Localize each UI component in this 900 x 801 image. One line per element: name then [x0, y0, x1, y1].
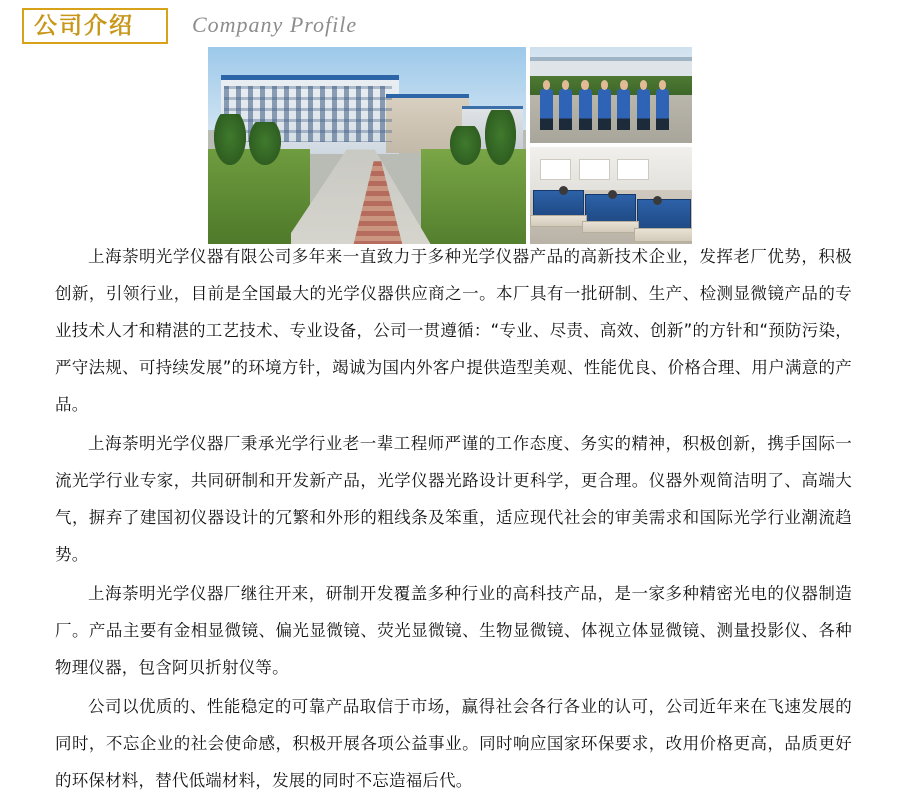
photo-wall-frame — [579, 159, 610, 180]
factory-exterior-photo — [208, 47, 526, 244]
profile-paragraph: 公司以优质的、性能稳定的可靠产品取信于市场，赢得社会各行各业的认可，公司近年来在飞速发展的同时，不忘企业的社会使命感，积极开展各项公益事业。同时响应国家环保要求，改用价格更高，品质更好的环保材料，替代低端材料，发展的同时不忘造福后代。 — [55, 697, 852, 790]
profile-body — [0, 238, 900, 801]
section-title-chinese: 公司介绍 — [34, 13, 134, 39]
photo-gallery — [208, 47, 692, 244]
photo-cubicle-panel — [637, 199, 691, 230]
photo-seated-person — [559, 186, 568, 195]
staff-lineup-photo — [530, 47, 692, 143]
photo-desk — [530, 215, 587, 227]
profile-paragraph: 上海荼明光学仪器厂继往开来，研制开发覆盖多种行业的高科技产品，是一家多种精密光电的仪器制造厂。产品主要有金相显微镜、偏光显微镜、荧光显微镜、生物显微镜、体视立体显微镜、测量投影仪、各种物理仪器，包含阿贝折射仪等。 — [55, 584, 852, 677]
frame-corner-bottom-left-icon — [22, 35, 31, 44]
photo-tree — [249, 122, 281, 165]
profile-paragraph: 上海荼明光学仪器厂秉承光学行业老一辈工程师严谨的工作态度、务实的精神，积极创新，携手国际一流光学行业专家，共同研制和开发新产品，光学仪器光路设计更科学，更合理。仪器外观简洁明了、高端大气，摒弃了建国初仪器设计的冗繁和外形的粗线条及笨重，适应现代社会的审美需求和国际光学行业潮流趋势。 — [55, 434, 852, 564]
photo-tree — [450, 126, 482, 165]
photo-wall-frame — [617, 159, 648, 180]
photo-seated-person — [608, 190, 617, 199]
profile-paragraph: 上海荼明光学仪器有限公司多年来一直致力于多种光学仪器产品的高新技术企业，发挥老厂优势，积极创新，引领行业，目前是全国最大的光学仪器供应商之一。本厂具有一批研制、生产、检测显微镜产品的专业技术人才和精湛的工艺技术、专业设备，公司一贯遵循：“专业、尽责、高效、创新”的方针和“预防污染，严守法规、可持续发展”的环境方针，竭诚为国内外客户提供造型美观、性能优良、价格合理、用户满意的产品。 — [55, 247, 852, 414]
frame-corner-top-left-icon — [22, 8, 31, 17]
photo-tree — [485, 110, 517, 165]
frame-corner-top-right-icon — [159, 8, 168, 17]
photo-staff-member — [540, 89, 553, 129]
section-header — [0, 6, 900, 46]
frame-corner-bottom-right-icon — [159, 35, 168, 44]
photo-seated-person — [653, 196, 662, 205]
photo-wall-frame — [540, 159, 571, 180]
photo-cubicle-panel — [533, 190, 584, 217]
photo-tree — [214, 114, 246, 165]
photo-staff-member — [656, 89, 669, 129]
photo-staff-member — [579, 89, 592, 129]
photo-staff-member — [637, 89, 650, 129]
photo-staff-member — [617, 89, 630, 129]
photo-staff-member — [559, 89, 572, 129]
company-profile-page — [0, 6, 900, 790]
photo-staff-member — [598, 89, 611, 129]
photo-desk — [582, 221, 639, 234]
section-title-english: Company Profile — [192, 12, 358, 37]
office-workspace-photo — [530, 147, 692, 244]
